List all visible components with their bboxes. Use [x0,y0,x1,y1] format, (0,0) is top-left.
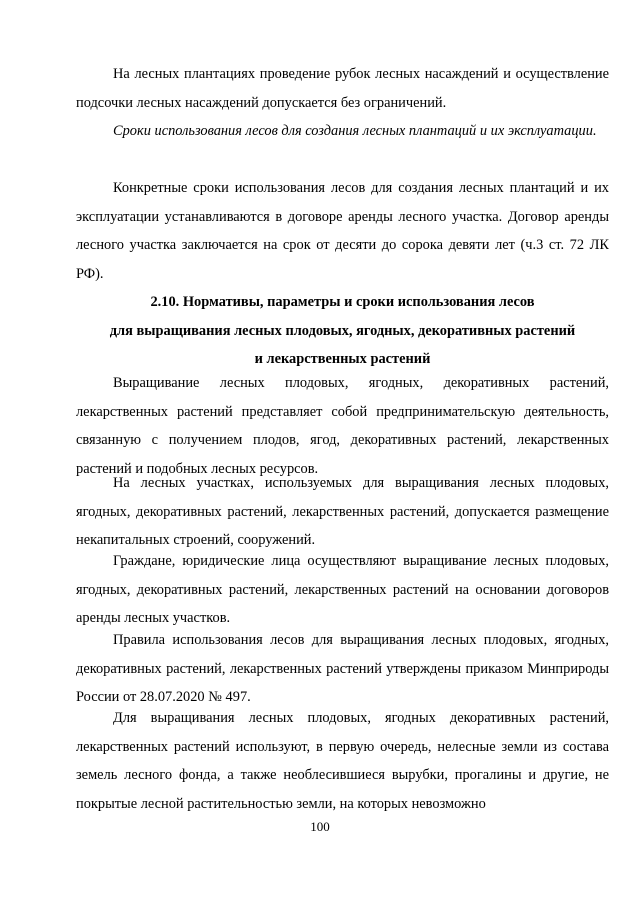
section-heading-line-2: для выращивания лесных плодовых, ягодных, декоративных растений [109,322,576,339]
section-heading-line-1: 2.10. Нормативы, параметры и сроки использования лесов [150,294,535,310]
paragraph-lease-terms: Конкретные сроки использования лесов для создания лесных плантаций и их эксплуатации устанавливаются в договоре аренды лесного участка. Договор аренды лесного участка заключается на срок от десяти до сорока девяти лет (ч.3 ст. 72 ЛК РФ). [76,180,609,282]
paragraph-plantation-cuttings: На лесных плантациях проведение рубок лесных насаждений и осуществление подсочки лесных насаждений допускается без ограничений. [76,66,609,111]
section-heading-line-3: и лекарственных растений [254,351,431,367]
page-number: 100 [310,819,330,834]
paragraph-citizens-lease: Граждане, юридические лица осуществляют выращивание лесных плодовых, ягодных, декоративных растений, лекарственных растений на основании договоров аренды лесных участков. [76,553,609,626]
paragraph-italic-subheading-terms: Сроки использования лесов для создания лесных плантаций и их эксплуатации. [113,123,597,139]
paragraph-rules-order: Правила использования лесов для выращивания лесных плодовых, ягодных, декоративных растений, лекарственных растений утверждены приказом Минприроды России от 28.07.2020 № 497. [76,632,609,705]
paragraph-cultivation-definition: Выращивание лесных плодовых, ягодных, декоративных растений, лекарственных растений представляет собой предпринимательскую деятельность, связанную с получением плодов, ягод, декоративных растений, лекарственных растений и подобных лесных ресурсов. [76,375,609,477]
paragraph-land-use: Для выращивания лесных плодовых, ягодных декоративных растений, лекарственных растений используют, в первую очередь, нелесные земли из состава земель лесного фонда, а также необлесившиеся вырубки, прогалины и другие, не покрытые лесной растительностью земли, на которых невозможно [76,710,609,812]
section-heading [76,288,609,374]
paragraph-non-capital-structures: На лесных участках, используемых для выращивания лесных плодовых, ягодных, декоративных растений, лекарственных растений, допускается размещение некапитальных строений, сооружений. [76,475,609,548]
